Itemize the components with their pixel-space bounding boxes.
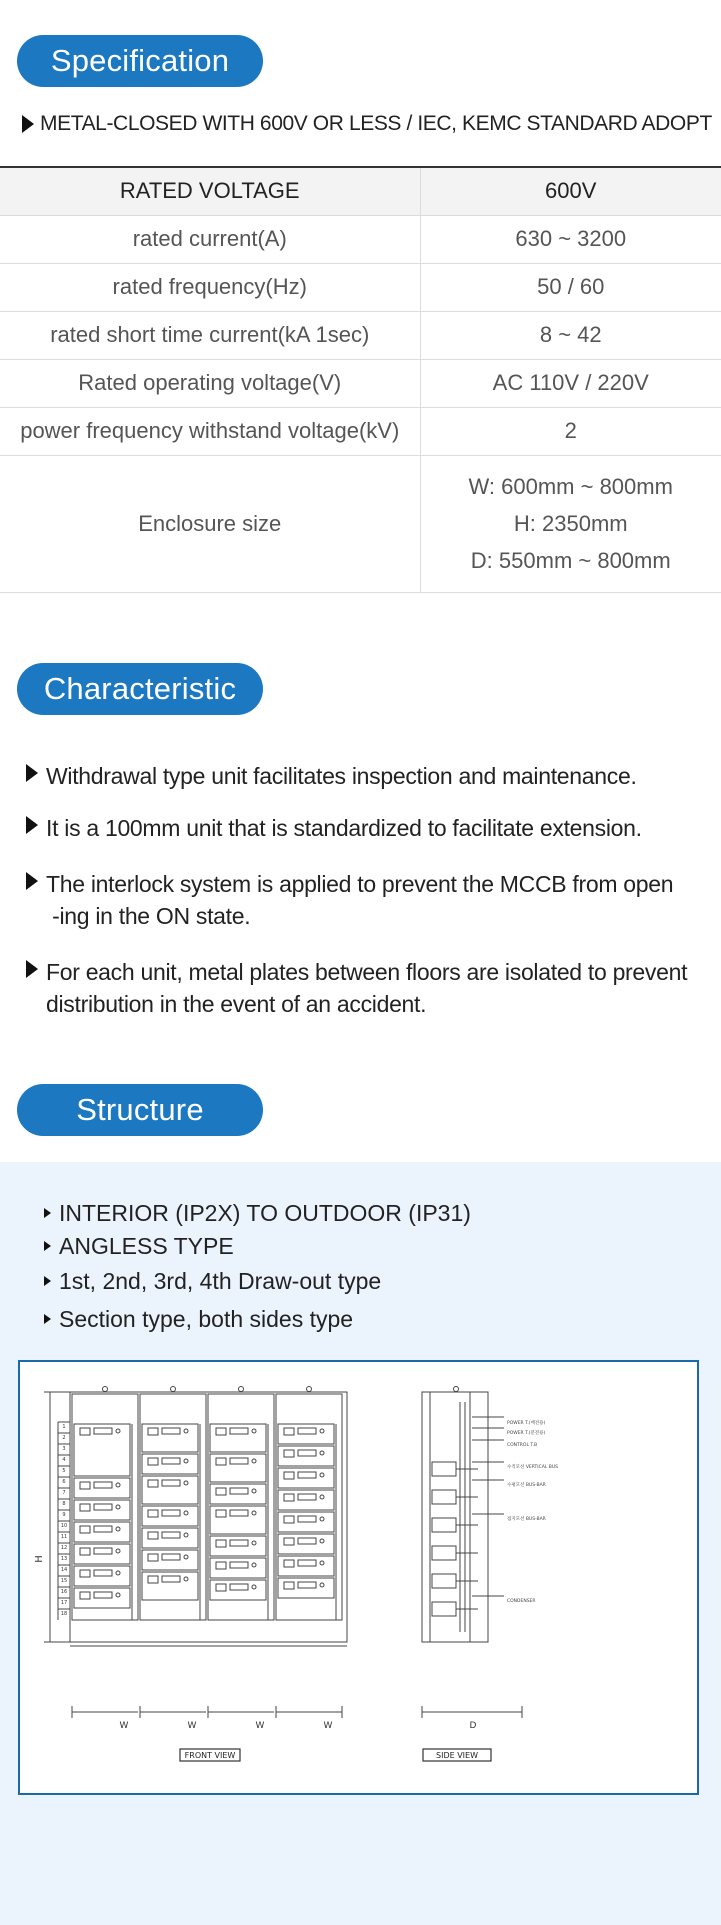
structure-text: Section type, both sides type: [59, 1306, 354, 1332]
list-item: [44, 1268, 381, 1295]
indicator-icon: [320, 1517, 324, 1521]
table-row: [0, 407, 721, 455]
breaker-icon: [148, 1428, 158, 1435]
breaker-icon: [216, 1584, 226, 1591]
section-title-specification: [17, 35, 263, 87]
row-number-label: 6: [62, 1479, 66, 1485]
width-dimension-label: W: [255, 1721, 265, 1731]
breaker-icon: [216, 1540, 226, 1547]
width-dimension-label: W: [323, 1721, 333, 1731]
breaker-icon: [148, 1576, 158, 1583]
indicator-icon: [116, 1549, 120, 1553]
characteristic-line: The interlock system is applied to prevent the MCCB from open: [46, 871, 674, 897]
meter-icon: [298, 1428, 316, 1434]
side-inner-frame: [430, 1392, 470, 1642]
characteristic-text: [46, 956, 687, 1020]
breaker-icon: [216, 1562, 226, 1569]
list-item: [44, 1200, 471, 1227]
breaker-icon: [148, 1532, 158, 1539]
triangle-bullet-icon: [26, 872, 38, 890]
lifting-eye-icon: [239, 1387, 244, 1392]
meter-icon: [162, 1480, 180, 1486]
annotation-label: CONTROL T.B: [507, 1443, 538, 1448]
withdrawal-unit: [432, 1546, 456, 1560]
meter-icon: [298, 1560, 316, 1566]
spec-value: 8 ~ 42: [420, 311, 721, 359]
structure-text: INTERIOR (IP2X) TO OUTDOOR (IP31): [59, 1200, 471, 1226]
indicator-icon: [116, 1571, 120, 1575]
indicator-icon: [184, 1459, 188, 1463]
row-number-label: 8: [62, 1501, 66, 1507]
row-number-label: 12: [60, 1545, 68, 1551]
width-dimension-label: W: [187, 1721, 197, 1731]
structure-text: ANGLESS TYPE: [59, 1233, 234, 1259]
list-item: [26, 956, 716, 1020]
withdrawal-unit: [432, 1462, 456, 1476]
indicator-icon: [320, 1429, 324, 1433]
annotation-label: 수평모선 BUS-BAR: [507, 1483, 546, 1488]
breaker-icon: [284, 1428, 294, 1435]
indicator-icon: [116, 1527, 120, 1531]
row-number-label: 1: [62, 1424, 66, 1430]
meter-icon: [298, 1472, 316, 1478]
indicator-icon: [116, 1483, 120, 1487]
spec-header-label: RATED VOLTAGE: [0, 167, 420, 215]
breaker-icon: [80, 1548, 90, 1555]
breaker-icon: [148, 1554, 158, 1561]
section-title-text: Structure: [76, 1092, 204, 1127]
annotation-label: CONDENSER: [507, 1599, 536, 1604]
list-item: [26, 868, 716, 932]
drawing-canvas: [20, 1362, 697, 1793]
spec-value: AC 110V / 220V: [420, 359, 721, 407]
lifting-eye-icon: [307, 1387, 312, 1392]
indicator-icon: [320, 1583, 324, 1587]
indicator-icon: [116, 1593, 120, 1597]
indicator-icon: [320, 1451, 324, 1455]
breaker-icon: [284, 1582, 294, 1589]
table-row: [0, 263, 721, 311]
annotation-label: 수직모선 VERTICAL BUS: [507, 1465, 559, 1470]
indicator-icon: [252, 1541, 256, 1545]
side-annotations: [507, 1419, 558, 1604]
spec-table: [0, 166, 721, 593]
characteristic-text: It is a 100mm unit that is standardized to facilitate extension.: [46, 815, 642, 841]
meter-icon: [230, 1510, 248, 1516]
meter-icon: [94, 1428, 112, 1434]
triangle-bullet-icon: [26, 764, 38, 782]
structure-text: 1st, 2nd, 3rd, 4th Draw-out type: [59, 1268, 382, 1294]
breaker-icon: [284, 1472, 294, 1479]
characteristic-line: -ing in the ON state.: [46, 903, 251, 929]
row-number-label: 3: [62, 1446, 66, 1452]
breaker-icon: [80, 1504, 90, 1511]
indicator-icon: [252, 1489, 256, 1493]
meter-icon: [162, 1510, 180, 1516]
spec-header-value: 600V: [420, 167, 721, 215]
meter-icon: [162, 1458, 180, 1464]
enclosure-depth: D: 550mm ~ 800mm: [470, 548, 671, 573]
breaker-icon: [216, 1428, 226, 1435]
breaker-icon: [216, 1488, 226, 1495]
enclosure-width: W: 600mm ~ 800mm: [468, 474, 673, 499]
spec-intro: [22, 112, 712, 136]
triangle-bullet-icon: [22, 115, 34, 133]
table-row-enclosure: [0, 455, 721, 592]
indicator-icon: [184, 1555, 188, 1559]
characteristic-line: distribution in the event of an accident.: [46, 991, 427, 1017]
row-number-label: 2: [62, 1435, 66, 1441]
depth-dimension-label: D: [469, 1721, 477, 1731]
meter-icon: [230, 1488, 248, 1494]
lifting-eye-icon: [454, 1387, 459, 1392]
section-title-structure: [17, 1084, 263, 1136]
side-view-label: SIDE VIEW: [436, 1751, 478, 1760]
breaker-icon: [284, 1538, 294, 1545]
indicator-icon: [184, 1577, 188, 1581]
section-title-text: Characteristic: [43, 671, 237, 706]
technical-drawing: [18, 1360, 699, 1795]
meter-icon: [230, 1428, 248, 1434]
breaker-icon: [148, 1480, 158, 1487]
enclosure-height: H: 2350mm: [513, 511, 628, 536]
indicator-icon: [252, 1429, 256, 1433]
indicator-icon: [252, 1563, 256, 1567]
breaker-icon: [284, 1450, 294, 1457]
meter-icon: [162, 1428, 180, 1434]
meter-icon: [230, 1540, 248, 1546]
height-dimension-label: H: [34, 1555, 45, 1563]
meter-icon: [94, 1548, 112, 1554]
row-number-label: 9: [62, 1512, 66, 1518]
characteristic-line: For each unit, metal plates between floors are isolated to prevent: [46, 959, 688, 985]
lifting-eye-icon: [103, 1387, 108, 1392]
row-number-label: 16: [60, 1589, 68, 1595]
breaker-icon: [284, 1494, 294, 1501]
indicator-icon: [184, 1511, 188, 1515]
meter-icon: [298, 1582, 316, 1588]
indicator-icon: [184, 1429, 188, 1433]
breaker-icon: [80, 1526, 90, 1533]
list-item: [44, 1306, 353, 1333]
meter-icon: [298, 1516, 316, 1522]
indicator-icon: [320, 1473, 324, 1477]
spec-intro-text: METAL-CLOSED WITH 600V OR LESS / IEC, KEMC STANDARD ADOPT: [40, 112, 712, 135]
row-number-label: 17: [60, 1600, 68, 1606]
spec-value-enclosure: [420, 455, 721, 592]
triangle-bullet-icon: [44, 1314, 51, 1324]
breaker-icon: [284, 1516, 294, 1523]
meter-icon: [94, 1526, 112, 1532]
table-row: [0, 359, 721, 407]
breaker-icon: [80, 1570, 90, 1577]
row-number-label: 7: [62, 1490, 66, 1496]
triangle-bullet-icon: [44, 1276, 51, 1286]
row-number-label: 14: [60, 1567, 68, 1573]
spec-value: 630 ~ 3200: [420, 215, 721, 263]
annotation-label: POWER T.(배전용): [507, 1421, 546, 1426]
meter-icon: [94, 1504, 112, 1510]
indicator-icon: [116, 1429, 120, 1433]
triangle-bullet-icon: [26, 960, 38, 978]
row-number-label: 10: [60, 1523, 68, 1529]
indicator-icon: [320, 1495, 324, 1499]
spec-label: rated short time current(kA 1sec): [0, 311, 420, 359]
meter-icon: [298, 1538, 316, 1544]
breaker-icon: [80, 1428, 90, 1435]
spec-label: Rated operating voltage(V): [0, 359, 420, 407]
withdrawal-unit: [432, 1490, 456, 1504]
triangle-bullet-icon: [44, 1241, 51, 1251]
lifting-eye-icon: [171, 1387, 176, 1392]
indicator-icon: [116, 1505, 120, 1509]
breaker-icon: [148, 1510, 158, 1517]
breaker-icon: [80, 1482, 90, 1489]
spec-label: rated frequency(Hz): [0, 263, 420, 311]
meter-icon: [298, 1450, 316, 1456]
spec-label: power frequency withstand voltage(kV): [0, 407, 420, 455]
characteristic-text: [46, 868, 673, 932]
unit-compartment: [74, 1424, 130, 1476]
spec-label: Enclosure size: [0, 455, 420, 592]
spec-table-header: [0, 167, 721, 215]
meter-icon: [162, 1576, 180, 1582]
withdrawal-unit: [432, 1574, 456, 1588]
section-title-text: Specification: [50, 43, 230, 78]
row-number-label: 4: [62, 1457, 66, 1463]
list-item: [26, 760, 716, 792]
meter-icon: [162, 1532, 180, 1538]
meter-icon: [94, 1482, 112, 1488]
spec-value: 2: [420, 407, 721, 455]
indicator-icon: [184, 1481, 188, 1485]
section-title-characteristic: [17, 663, 263, 715]
withdrawal-unit: [432, 1602, 456, 1616]
triangle-bullet-icon: [44, 1208, 51, 1218]
indicator-icon: [320, 1561, 324, 1565]
front-view: [44, 1387, 347, 1719]
spec-label: rated current(A): [0, 215, 420, 263]
row-number-label: 13: [60, 1556, 68, 1562]
meter-icon: [162, 1554, 180, 1560]
indicator-icon: [252, 1585, 256, 1589]
row-number-label: 18: [60, 1611, 68, 1617]
meter-icon: [298, 1494, 316, 1500]
table-row: [0, 311, 721, 359]
annotation-label: 접지모선 BUS-BAR: [507, 1517, 546, 1522]
indicator-icon: [320, 1539, 324, 1543]
row-number-label: 15: [60, 1578, 68, 1584]
table-row: [0, 215, 721, 263]
meter-icon: [230, 1584, 248, 1590]
row-number-label: 5: [62, 1468, 66, 1474]
breaker-icon: [216, 1510, 226, 1517]
characteristic-text: Withdrawal type unit facilitates inspection and maintenance.: [46, 763, 637, 789]
breaker-icon: [284, 1560, 294, 1567]
meter-icon: [230, 1562, 248, 1568]
withdrawal-unit: [432, 1518, 456, 1532]
list-item: [26, 812, 716, 844]
side-view: [422, 1387, 522, 1719]
breaker-icon: [148, 1458, 158, 1465]
meter-icon: [230, 1458, 248, 1464]
breaker-icon: [80, 1592, 90, 1599]
list-item: [44, 1233, 234, 1260]
indicator-icon: [252, 1459, 256, 1463]
annotation-label: POWER T.(분전용): [507, 1431, 546, 1436]
indicator-icon: [184, 1533, 188, 1537]
indicator-icon: [252, 1511, 256, 1515]
breaker-icon: [216, 1458, 226, 1465]
spec-value: 50 / 60: [420, 263, 721, 311]
front-view-label: FRONT VIEW: [184, 1751, 236, 1760]
row-number-label: 11: [60, 1534, 68, 1540]
meter-icon: [94, 1592, 112, 1598]
meter-icon: [94, 1570, 112, 1576]
width-dimension-label: W: [119, 1721, 129, 1731]
triangle-bullet-icon: [26, 816, 38, 834]
